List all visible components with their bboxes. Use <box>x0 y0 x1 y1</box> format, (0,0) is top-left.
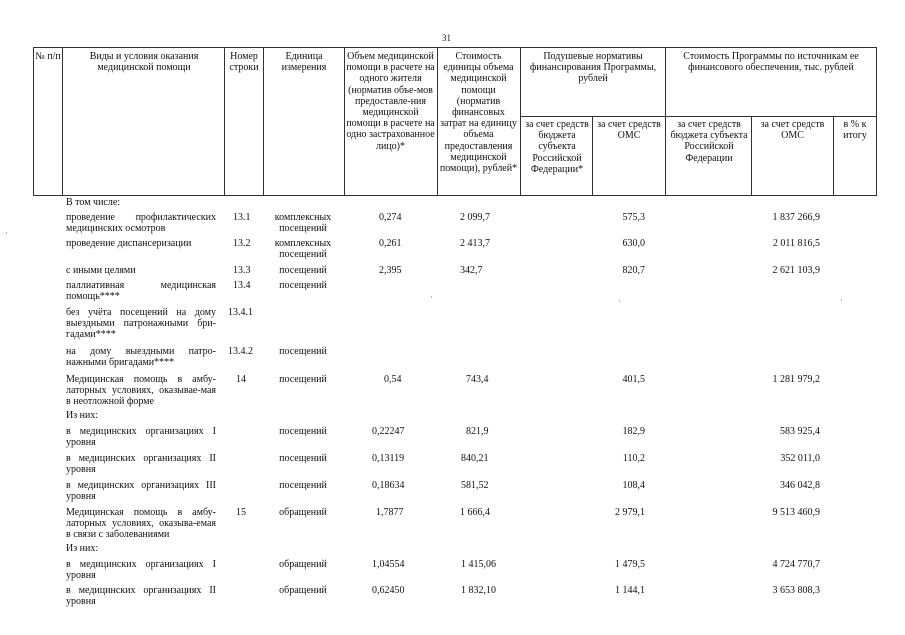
col-border <box>344 47 345 196</box>
row-cost: 2 413,7 <box>460 238 490 249</box>
row-program-oms: 583 925,4 <box>780 426 820 437</box>
header-top-border <box>33 47 876 48</box>
scan-speck: · <box>840 295 843 305</box>
header-volume: Объем медицинской помощи в расчете на одного жителя (норматив объе-мов предоставле-ния медицинской помощи в расчете на одно застрахованное лицо)* <box>346 51 435 152</box>
row-per-capita-oms: 575,3 <box>622 212 645 223</box>
scan-speck: · <box>618 296 621 306</box>
row-program-oms: 2 011 816,5 <box>772 238 820 249</box>
row-number: 13.4 <box>233 280 251 291</box>
header-program-pct: в % к итогу <box>843 119 867 142</box>
row-program-oms: 3 653 808,3 <box>772 585 820 596</box>
row-number: 13.1 <box>233 212 251 223</box>
row-program-oms: 1 281 979,2 <box>772 374 820 385</box>
row-cost: 821,9 <box>466 426 489 437</box>
header-per-capita: Подушевые нормативы финансирования Программы, рублей <box>529 51 657 85</box>
row-number: 15 <box>236 507 246 518</box>
row-volume: 1,04554 <box>372 559 405 570</box>
row-unit: обращений <box>279 585 327 596</box>
row-volume: 0,274 <box>379 212 402 223</box>
row-cost: 581,52 <box>461 480 489 491</box>
row-unit: посещений <box>279 453 327 464</box>
row-name: Из них: <box>66 410 99 421</box>
row-program-oms: 352 011,0 <box>780 453 820 464</box>
row-volume: 1,7877 <box>376 507 404 518</box>
row-name: на дому выездными патро-нажными бригадами**** <box>66 346 216 368</box>
row-name: в медицинских организациях I уровня <box>66 559 216 581</box>
col-border <box>592 116 593 196</box>
header-num: № п/п <box>35 51 61 62</box>
row-unit: посещений <box>279 426 327 437</box>
header-cost: Стоимость единицы объема медицинской помощи (норматив финансовых затрат на единицу объема предоставления медицинской помощи), рублей* <box>439 51 518 175</box>
row-unit: посещений <box>279 265 327 276</box>
header-per-capita-budget: за счет средств бюджета субъекта Российской Федерации* <box>525 119 589 175</box>
row-cost: 840,21 <box>461 453 489 464</box>
table-header <box>33 47 876 196</box>
row-per-capita-oms: 182,9 <box>622 426 645 437</box>
header-unit: Единица измерения <box>281 51 327 74</box>
col-border <box>665 47 666 196</box>
row-program-oms: 4 724 770,7 <box>772 559 820 570</box>
row-per-capita-oms: 2 979,1 <box>615 507 645 518</box>
col-border <box>437 47 438 196</box>
row-per-capita-oms: 401,5 <box>622 374 645 385</box>
row-name: проведение профилактических медицинских осмотров <box>66 212 216 234</box>
row-name: в медицинских организациях II уровня <box>66 585 216 607</box>
col-border <box>751 116 752 196</box>
row-name: в медицинских организациях I уровня <box>66 426 216 448</box>
page-number: 31 <box>442 33 451 43</box>
row-name: проведение диспансеризации <box>66 238 192 249</box>
row-number: 13.4.2 <box>228 346 253 357</box>
row-unit: обращений <box>279 507 327 518</box>
header-bottom-border <box>33 195 876 196</box>
row-unit: посещений <box>279 346 327 357</box>
row-volume: 0,22247 <box>372 426 405 437</box>
row-unit: комплексных посещений <box>274 212 332 234</box>
row-unit: посещений <box>279 480 327 491</box>
row-per-capita-oms: 1 479,5 <box>615 559 645 570</box>
row-program-oms: 2 621 103,9 <box>772 265 820 276</box>
col-border <box>833 116 834 196</box>
row-volume: 0,18634 <box>372 480 405 491</box>
row-number: 13.3 <box>233 265 251 276</box>
row-unit: комплексных посещений <box>274 238 332 260</box>
header-kind: Виды и условия оказания медицинской помощи <box>89 51 199 74</box>
scan-speck: · <box>5 228 8 238</box>
col-border <box>33 47 34 196</box>
row-cost: 1 832,10 <box>461 585 496 596</box>
col-border <box>224 47 225 196</box>
row-unit: посещений <box>279 280 327 291</box>
row-name: с иными целями <box>66 265 136 276</box>
header-subrow-border <box>520 116 876 117</box>
col-border <box>520 47 521 196</box>
row-name: паллиативная медицинская помощь**** <box>66 280 216 302</box>
header-program-budget: за счет средств бюджета субъекта Российской Федерации <box>670 119 748 164</box>
row-volume: 2,395 <box>379 265 402 276</box>
scan-speck: · <box>430 292 433 302</box>
row-cost: 342,7 <box>460 265 483 276</box>
row-program-oms: 346 042,8 <box>780 480 820 491</box>
row-name: Из них: <box>66 543 99 554</box>
row-name: Медицинская помощь в амбу-латорных условиях, оказыва-емая в связи с заболеваниями <box>66 507 216 540</box>
row-per-capita-oms: 110,2 <box>622 453 645 464</box>
row-name: в медицинских организациях II уровня <box>66 453 216 475</box>
row-per-capita-oms: 820,7 <box>622 265 645 276</box>
row-name: В том числе: <box>66 197 121 208</box>
row-per-capita-oms: 1 144,1 <box>615 585 645 596</box>
row-volume: 0,13119 <box>372 453 405 464</box>
row-unit: обращений <box>279 559 327 570</box>
col-border <box>62 47 63 196</box>
row-cost: 1 415,06 <box>461 559 496 570</box>
row-number: 14 <box>236 374 246 385</box>
row-name: в медицинских организациях III уровня <box>66 480 216 502</box>
row-name: Медицинская помощь в амбу-латорных условиях, оказывае-мая в неотложной форме <box>66 374 216 407</box>
row-cost: 1 666,4 <box>460 507 490 518</box>
row-program-oms: 1 837 266,9 <box>772 212 820 223</box>
row-volume: 0,54 <box>384 374 402 385</box>
header-program-oms: за счет средств ОМС <box>760 119 825 142</box>
row-number: 13.2 <box>233 238 251 249</box>
col-border <box>876 47 877 196</box>
row-volume: 0,261 <box>379 238 402 249</box>
row-cost: 2 099,7 <box>460 212 490 223</box>
header-per-capita-oms: за счет средств ОМС <box>597 119 661 142</box>
row-program-oms: 9 513 460,9 <box>772 507 820 518</box>
row-name: без учёта посещений на дому выездными патронажными бри-гадами**** <box>66 307 216 340</box>
row-cost: 743,4 <box>466 374 489 385</box>
row-per-capita-oms: 108,4 <box>622 480 645 491</box>
row-volume: 0,62450 <box>372 585 405 596</box>
row-per-capita-oms: 630,0 <box>622 238 645 249</box>
header-row-no: Номер строки <box>229 51 259 74</box>
col-border <box>263 47 264 196</box>
header-program-cost: Стоимость Программы по источникам ее финансового обеспечения, тыс. рублей <box>683 51 859 74</box>
row-unit: посещений <box>279 374 327 385</box>
row-number: 13.4.1 <box>228 307 253 318</box>
